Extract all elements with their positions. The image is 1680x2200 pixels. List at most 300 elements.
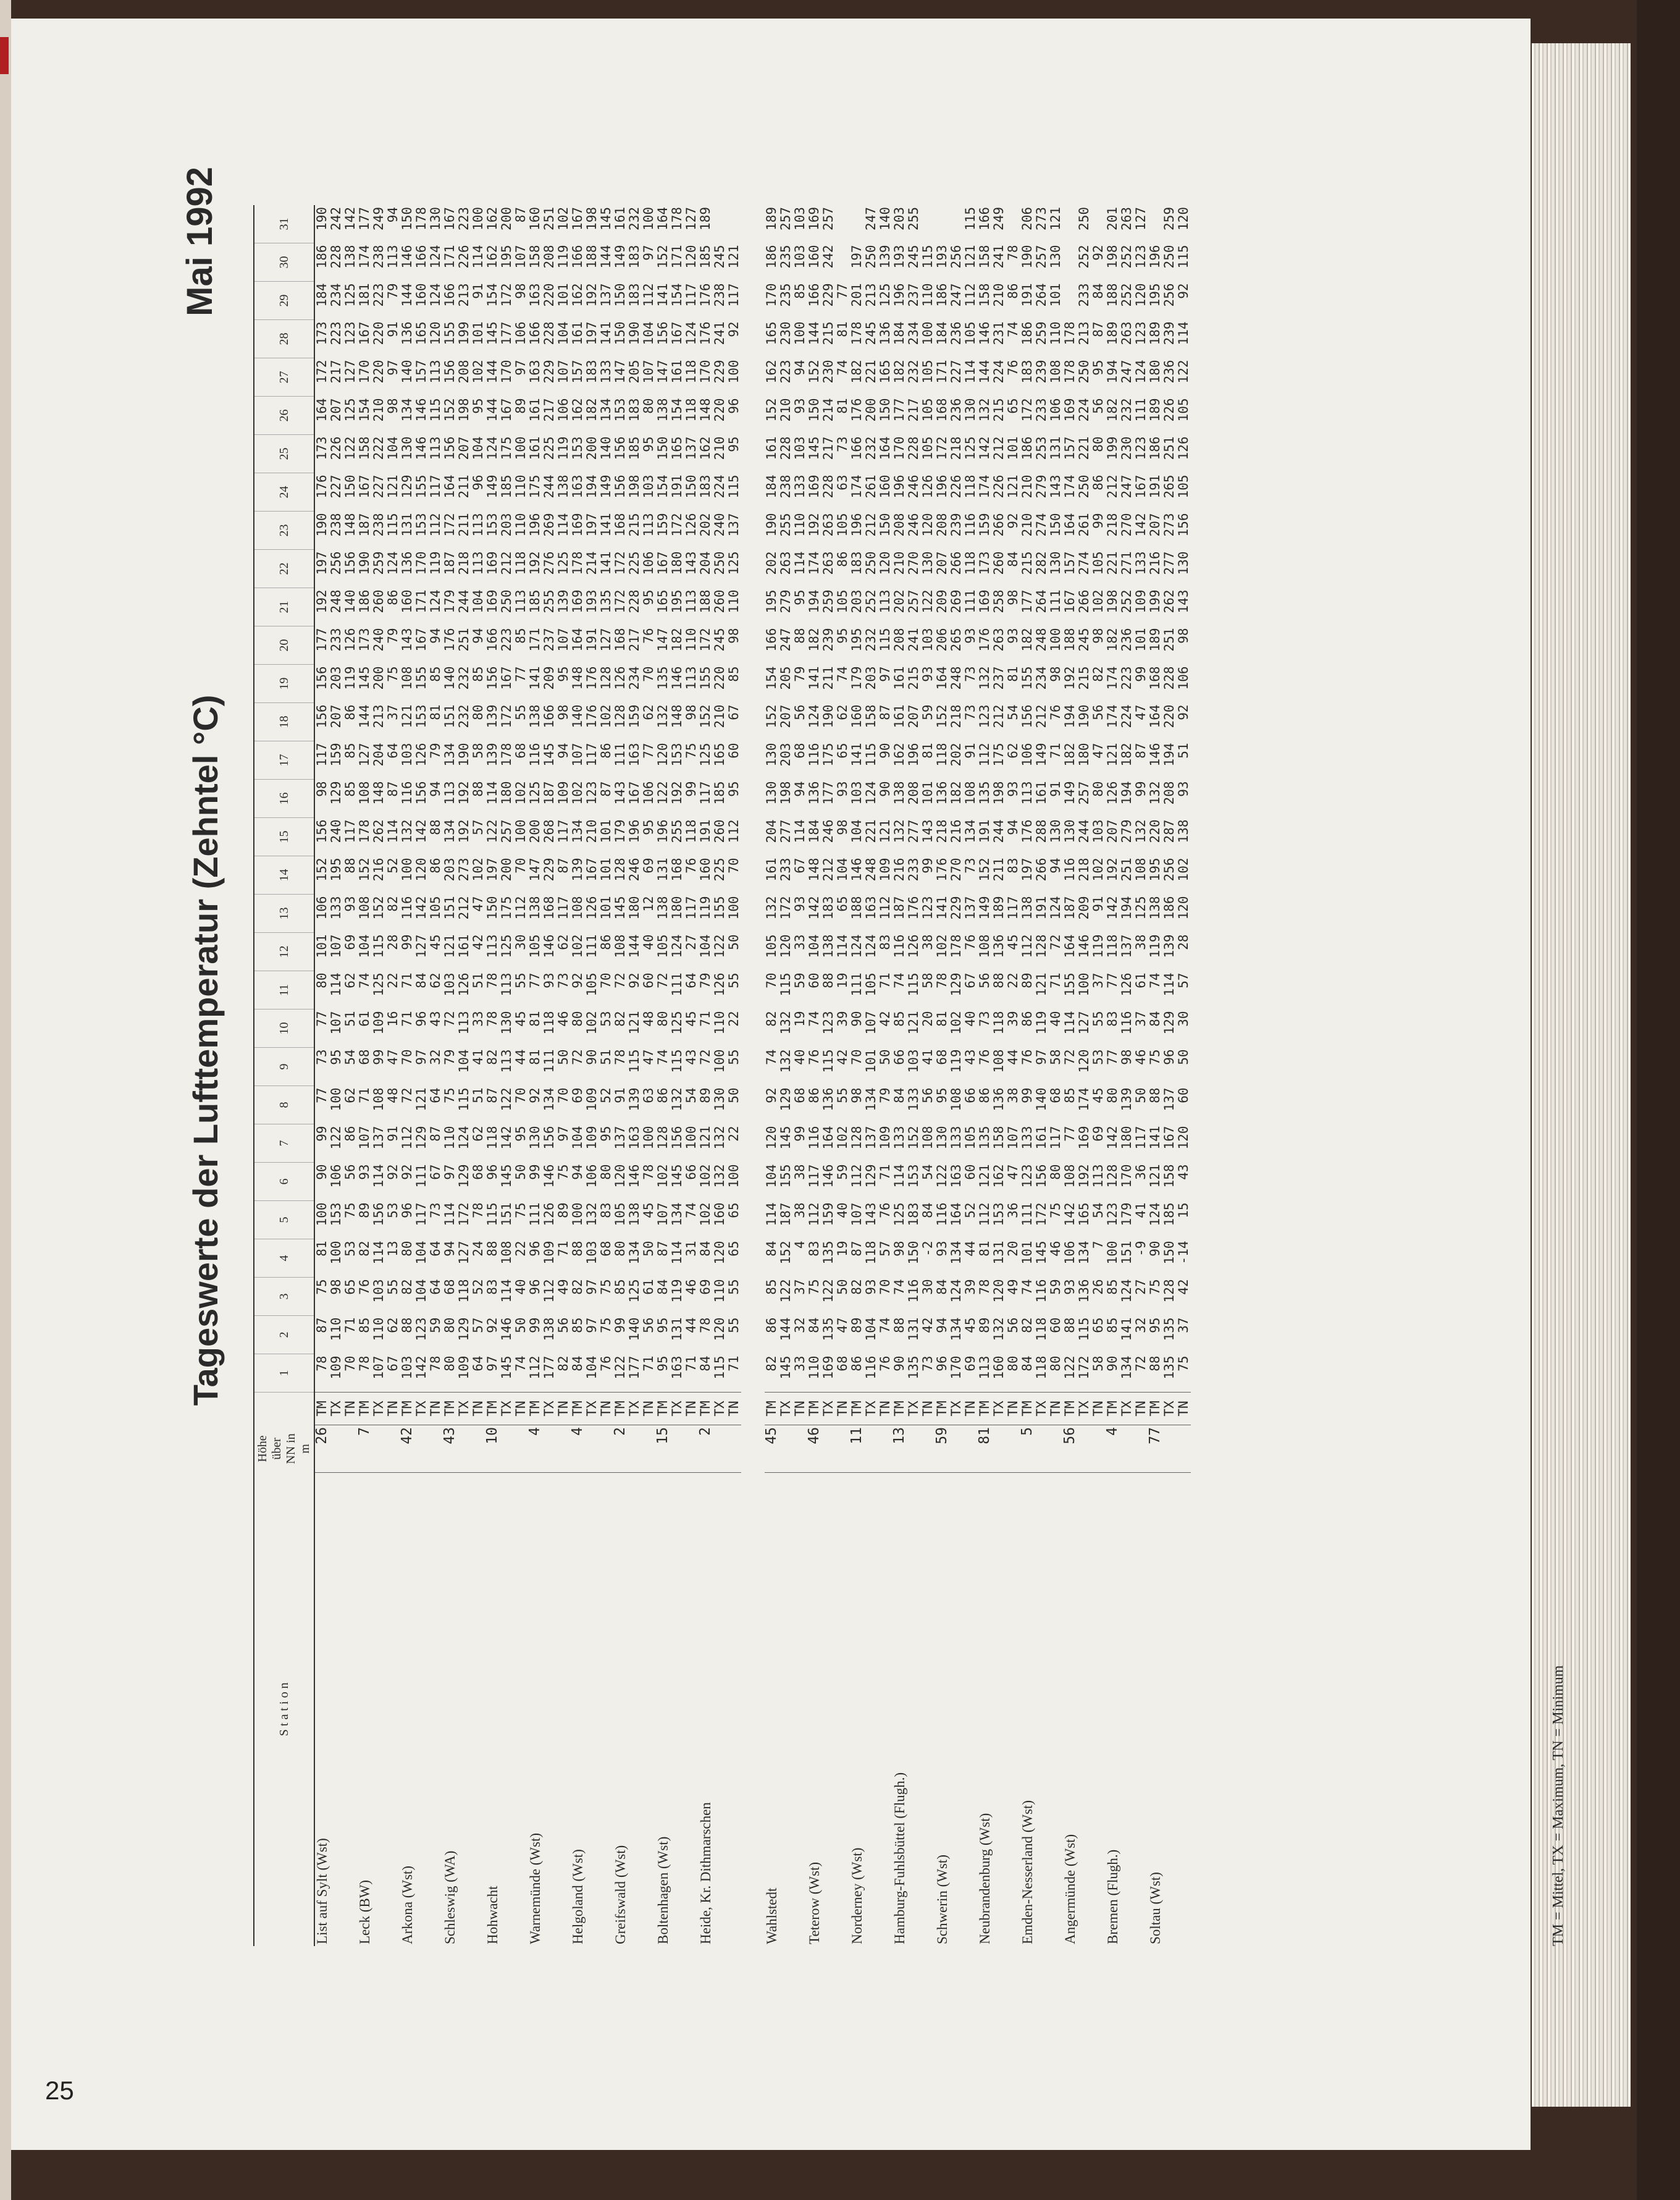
temperature-value: 104 (556, 321, 571, 345)
temperature-value: 163 (627, 743, 642, 767)
temperature-value: 100 (1105, 1241, 1120, 1265)
temperature-value: 120 (778, 934, 793, 958)
temperature-value: 61 (357, 1011, 372, 1027)
temperature-value: 69 (698, 1279, 713, 1295)
temperature-value: 89 (698, 1087, 713, 1103)
temperature-value: 134 (1119, 1355, 1134, 1380)
temperature-value: 85 (726, 666, 741, 682)
temperature-value: 220 (542, 283, 556, 307)
value-type: TN (793, 1393, 807, 1425)
temperature-value: 77 (513, 666, 528, 682)
temperature-value: 120 (1176, 207, 1191, 230)
temperature-value: 103 (792, 245, 807, 269)
temperature-value: 168 (613, 513, 628, 537)
temperature-value: 98 (892, 1241, 907, 1257)
temperature-value: 246 (906, 513, 921, 537)
temperature-value: 114 (371, 1241, 386, 1265)
temperature-value: 105 (835, 513, 850, 537)
temperature-value: 132 (892, 819, 907, 843)
temperature-value: 234 (1034, 666, 1049, 690)
temperature-value: 264 (1034, 283, 1049, 307)
temperature-value: 71 (878, 1164, 892, 1180)
temperature-value: 107 (863, 1011, 878, 1035)
temperature-value: 104 (414, 1241, 429, 1265)
temperature-value: 164 (878, 436, 892, 460)
temperature-value: 93 (357, 1164, 372, 1180)
table-row (429, 205, 443, 1946)
temperature-value: 182 (1119, 743, 1134, 767)
temperature-value: 93 (1006, 781, 1020, 797)
temperature-value: 124 (428, 245, 443, 269)
temperature-value: 158 (1162, 1164, 1177, 1188)
temperature-value: 102 (570, 934, 585, 958)
temperature-value: 135 (821, 1241, 836, 1265)
temperature-value: 192 (527, 551, 542, 575)
temperature-value: 89 (977, 1317, 992, 1333)
value-type: TN (1177, 1393, 1191, 1425)
temperature-value: 94 (792, 360, 807, 376)
temperature-value (836, 205, 850, 243)
temperature-value: 139 (1119, 1087, 1134, 1111)
temperature-value: 147 (527, 858, 542, 882)
temperature-value: 38 (920, 934, 935, 950)
temperature-value: 132 (778, 1011, 793, 1035)
temperature-value: 211 (456, 474, 471, 499)
book-spine-left (0, 0, 11, 2200)
temperature-value: 154 (764, 666, 779, 690)
temperature-value: 249 (991, 207, 1006, 230)
temperature-value: 172 (456, 1202, 471, 1226)
temperature-value: 145 (357, 666, 372, 690)
temperature-value: 128 (613, 704, 628, 728)
temperature-value: 36 (1006, 1202, 1020, 1218)
book-cover-edge (1637, 0, 1680, 2200)
temperature-value: 152 (655, 245, 670, 269)
temperature-value: 183 (906, 1202, 921, 1226)
temperature-value: 109 (456, 1355, 471, 1380)
temperature-value: 50 (1133, 1087, 1148, 1103)
value-type: TX (414, 1393, 429, 1425)
temperature-value: 154 (655, 474, 670, 499)
table-row (978, 205, 992, 1946)
temperature-value: 82 (556, 1355, 571, 1372)
temperature-value: 92 (570, 972, 585, 988)
station-name (779, 1473, 793, 1947)
temperature-value: 152 (442, 398, 457, 422)
temperature-value: 97 (485, 1355, 500, 1372)
temperature-value: 75 (1048, 1202, 1063, 1218)
temperature-value: 245 (906, 245, 921, 269)
temperature-value: 122 (343, 436, 358, 460)
temperature-value: 69 (963, 1355, 978, 1372)
station-name (821, 1473, 836, 1947)
temperature-value: 87 (849, 1241, 864, 1257)
temperature-value: 175 (527, 474, 542, 499)
temperature-value: 85 (570, 1317, 585, 1333)
value-type: TM (765, 1393, 779, 1425)
temperature-value: 81 (428, 704, 443, 720)
value-type: TM (1020, 1393, 1035, 1425)
temperature-value: 62 (556, 934, 571, 950)
temperature-value: 166 (485, 628, 500, 652)
temperature-value: 123 (977, 704, 992, 728)
height-header: Höhe über NN in m (254, 1425, 314, 1473)
temperature-value: 195 (329, 858, 343, 882)
temperature-value: 112 (527, 1355, 542, 1380)
station-height: 77 (1148, 1425, 1162, 1473)
temperature-value: 218 (456, 551, 471, 575)
temperature-value: 220 (371, 360, 386, 384)
station-height (1077, 1425, 1091, 1473)
temperature-value: 216 (1148, 551, 1162, 575)
temperature-value: 75 (807, 1279, 821, 1295)
temperature-value: 145 (485, 321, 500, 345)
temperature-value: 102 (949, 1011, 964, 1035)
temperature-value: 83 (485, 1279, 500, 1295)
temperature-value: 4 (792, 1241, 807, 1249)
station-name (836, 1473, 850, 1947)
temperature-value: 148 (698, 398, 713, 422)
day-header: 21 (254, 588, 314, 626)
temperature-value: 33 (471, 1011, 485, 1027)
temperature-value: 188 (1105, 283, 1120, 307)
day-header: 14 (254, 856, 314, 895)
temperature-value: 178 (414, 207, 429, 230)
temperature-value: 122 (821, 1279, 836, 1303)
temperature-value: 37 (385, 704, 400, 720)
temperature-value: 155 (1062, 972, 1077, 997)
station-height: 4 (528, 1425, 542, 1473)
temperature-value: 68 (792, 1087, 807, 1103)
temperature-value: 207 (1105, 819, 1120, 843)
temperature-value: 114 (963, 360, 978, 384)
value-type: TX (949, 1393, 964, 1425)
temperature-value: 99 (527, 1317, 542, 1333)
temperature-value: 19 (835, 1241, 850, 1257)
temperature-value: 155 (414, 666, 429, 690)
temperature-value: 144 (977, 360, 992, 384)
temperature-value: 95 (726, 781, 741, 797)
table-row (471, 205, 485, 1946)
temperature-value: 122 (1176, 360, 1191, 384)
temperature-value: 174 (807, 551, 821, 575)
temperature-value: 160 (712, 1202, 727, 1226)
temperature-value: 124 (849, 934, 864, 958)
temperature-value: 84 (698, 1241, 713, 1257)
temperature-value: 112 (400, 1126, 414, 1150)
temperature-value: 108 (963, 781, 978, 805)
temperature-value: 164 (1062, 513, 1077, 537)
temperature-value: 171 (934, 360, 949, 384)
temperature-value: 152 (698, 704, 713, 728)
temperature-value: 233 (778, 858, 793, 882)
temperature-value: 72 (1133, 1355, 1148, 1372)
temperature-value: 105 (920, 436, 935, 460)
station-name (1077, 1473, 1091, 1947)
temperature-value: 166 (977, 207, 992, 230)
temperature-value: 60 (963, 1164, 978, 1180)
table-row (514, 205, 528, 1946)
temperature-value: 171 (670, 245, 684, 269)
temperature-value: 87 (655, 1241, 670, 1257)
value-type: TN (1049, 1393, 1063, 1425)
temperature-value: 121 (977, 1164, 992, 1188)
temperature-value: 161 (764, 858, 779, 882)
temperature-value: 158 (863, 704, 878, 728)
station-name (684, 1473, 699, 1947)
temperature-value: 94 (556, 743, 571, 759)
station-height (1177, 1425, 1191, 1473)
temperature-value: 116 (400, 896, 414, 920)
temperature-value: 97 (1034, 1049, 1049, 1065)
station-height (713, 1425, 727, 1473)
value-type: TN (556, 1393, 571, 1425)
station-name (585, 1473, 599, 1947)
station-height (500, 1425, 514, 1473)
temperature-value: 152 (807, 360, 821, 384)
temperature-value: 217 (906, 398, 921, 422)
temperature-value: 98 (1006, 589, 1020, 605)
temperature-value: 85 (357, 1317, 372, 1333)
temperature-value: 111 (1020, 1202, 1035, 1226)
station-header: S t a t i o n (254, 1473, 314, 1947)
temperature-value: 130 (428, 207, 443, 230)
temperature-value: 276 (542, 551, 556, 575)
temperature-value: 180 (670, 896, 684, 920)
temperature-value: 95 (1091, 360, 1106, 376)
temperature-value: 187 (542, 781, 556, 805)
temperature-value: 76 (641, 628, 656, 644)
temperature-value: 71 (698, 1011, 713, 1027)
temperature-value: 200 (863, 398, 878, 422)
temperature-value: 133 (329, 896, 343, 920)
temperature-value: 80 (400, 1241, 414, 1257)
temperature-value: 191 (670, 474, 684, 499)
temperature-value: 105 (963, 1126, 978, 1150)
temperature-value: 210 (584, 819, 599, 843)
temperature-value: 193 (584, 589, 599, 613)
temperature-value: 162 (991, 1164, 1006, 1188)
temperature-value: 105 (1091, 551, 1106, 575)
temperature-value: 183 (584, 360, 599, 384)
temperature-value: 179 (849, 666, 864, 690)
temperature-value: 99 (527, 1164, 542, 1180)
temperature-value: 74 (835, 360, 850, 376)
temperature-value: 105 (584, 972, 599, 997)
temperature-value: 105 (764, 934, 779, 958)
temperature-value: 104 (570, 1126, 585, 1150)
temperature-value: 110 (920, 283, 935, 307)
temperature-value: 178 (670, 207, 684, 230)
temperature-value: 147 (655, 628, 670, 652)
temperature-value: 102 (698, 1164, 713, 1188)
table-row (727, 205, 741, 1946)
temperature-value: 66 (892, 1049, 907, 1065)
temperature-value: 86 (428, 858, 443, 874)
temperature-value: 87 (513, 207, 528, 223)
temperature-value: 151 (499, 1202, 514, 1226)
temperature-value: 62 (1006, 743, 1020, 759)
temperature-value: 240 (329, 819, 343, 843)
temperature-value: 108 (1048, 360, 1063, 384)
temperature-value: 105 (655, 934, 670, 958)
temperature-value: 146 (542, 934, 556, 958)
temperature-value: 164 (1062, 934, 1077, 958)
temperature-value: 142 (414, 1355, 429, 1380)
station-height (386, 1425, 400, 1473)
temperature-value: 143 (863, 1202, 878, 1226)
temperature-value: 60 (1176, 1087, 1191, 1103)
temperature-value: 78 (1006, 245, 1020, 261)
temperature-value: 218 (1077, 858, 1091, 882)
temperature-value: 101 (314, 934, 329, 958)
temperature-value: 263 (778, 551, 793, 575)
day-header: 4 (254, 1239, 314, 1278)
temperature-value: 105 (428, 896, 443, 920)
temperature-value: 186 (314, 245, 329, 269)
temperature-value: 125 (527, 781, 542, 805)
temperature-value: 75 (1176, 1355, 1191, 1372)
temperature-value: 84 (1148, 1011, 1162, 1027)
temperature-value: 268 (542, 819, 556, 843)
temperature-value: 169 (570, 589, 585, 613)
temperature-value: 203 (863, 666, 878, 690)
temperature-value: 198 (991, 781, 1006, 805)
temperature-value: 144 (400, 283, 414, 307)
temperature-value: 163 (670, 1355, 684, 1380)
temperature-value: 138 (556, 474, 571, 499)
temperature-value: 172 (613, 551, 628, 575)
temperature-value: 94 (1006, 819, 1020, 835)
temperature-value: 85 (343, 781, 358, 797)
table-row (878, 205, 892, 1946)
temperature-value: 184 (934, 321, 949, 345)
temperature-value: 130 (764, 743, 779, 767)
temperature-value: 202 (764, 551, 779, 575)
temperature-value: 87 (598, 781, 613, 797)
temperature-value: 115 (863, 743, 878, 767)
temperature-value: 123 (1105, 1202, 1120, 1226)
temperature-value: 156 (542, 1126, 556, 1150)
temperature-value: 40 (1048, 1011, 1063, 1027)
temperature-value: 49 (1006, 1279, 1020, 1295)
temperature-value: 109 (542, 1241, 556, 1265)
temperature-value: 265 (1162, 474, 1177, 499)
temperature-value: 97 (414, 1049, 429, 1065)
station-height: 81 (978, 1425, 992, 1473)
table-row (1134, 205, 1148, 1946)
temperature-value: 167 (1062, 589, 1077, 613)
temperature-value: 169 (1062, 398, 1077, 422)
temperature-value: 110 (712, 1279, 727, 1303)
temperature-value: 90 (314, 1164, 329, 1180)
temperature-value: 150 (1162, 1241, 1177, 1265)
temperature-value: 76 (598, 1355, 613, 1372)
temperature-value: 162 (570, 398, 585, 422)
temperature-value: 196 (934, 474, 949, 499)
temperature-value: 50 (726, 934, 741, 950)
temperature-value: 125 (726, 551, 741, 575)
station-name: Helgoland (Wst) (571, 1473, 585, 1947)
temperature-value: 213 (456, 283, 471, 307)
temperature-value: 99 (792, 1126, 807, 1142)
temperature-value: 172 (499, 704, 514, 728)
table-body (314, 205, 1191, 1946)
temperature-value: 144 (357, 704, 372, 728)
temperature-value: 96 (471, 474, 485, 491)
temperature-value: 136 (991, 1087, 1006, 1111)
temperature-value: 250 (1077, 207, 1091, 230)
temperature-value: 177 (314, 628, 329, 652)
temperature-value: 84 (655, 1279, 670, 1295)
station-name (372, 1473, 386, 1947)
temperature-value: 133 (906, 1087, 921, 1111)
temperature-value: 85 (792, 283, 807, 299)
temperature-value: 215 (1020, 551, 1035, 575)
temperature-value: 84 (934, 1279, 949, 1295)
temperature-value: 165 (712, 743, 727, 767)
temperature-value: 220 (371, 321, 386, 345)
temperature-value: 128 (1162, 1279, 1177, 1303)
temperature-value: 84 (698, 1355, 713, 1372)
temperature-value: 132 (1148, 781, 1162, 805)
temperature-value: 37 (1133, 1011, 1148, 1027)
temperature-value: 167 (1133, 474, 1148, 499)
temperature-value: 258 (991, 589, 1006, 613)
temperature-value: 76 (684, 858, 699, 874)
temperature-value: 226 (991, 474, 1006, 499)
temperature-value: 139 (485, 743, 500, 767)
temperature-value: 43 (684, 1049, 699, 1065)
temperature-value: 100 (726, 1164, 741, 1188)
temperature-value: 77 (1105, 972, 1120, 988)
temperature-value: 188 (584, 245, 599, 269)
temperature-value: 111 (1133, 398, 1148, 422)
temperature-value: 52 (471, 1279, 485, 1295)
temperature-value: 156 (1020, 704, 1035, 728)
temperature-value: 167 (655, 551, 670, 575)
temperature-value: 94 (570, 1164, 585, 1180)
temperature-value: 152 (357, 858, 372, 882)
temperature-value: 223 (456, 207, 471, 230)
temperature-value: 71 (556, 1241, 571, 1257)
temperature-value: 165 (1077, 1202, 1091, 1226)
temperature-value: 129 (456, 1317, 471, 1341)
temperature-value: 206 (934, 628, 949, 652)
station-name (429, 1473, 443, 1947)
temperature-value: 186 (1162, 896, 1177, 920)
temperature-value: 144 (485, 398, 500, 422)
temperature-value: 92 (485, 1317, 500, 1333)
day-header: 7 (254, 1124, 314, 1163)
temperature-value: 167 (570, 207, 585, 230)
temperature-value: 155 (442, 321, 457, 345)
temperature-value: 129 (400, 474, 414, 499)
temperature-value: 80 (570, 1011, 585, 1027)
temperature-value: 232 (863, 436, 878, 460)
temperature-value: 108 (499, 1241, 514, 1265)
temperature-value: 102 (1091, 589, 1106, 613)
temperature-value: 101 (598, 858, 613, 882)
temperature-value: 38 (792, 1202, 807, 1218)
day-header: 16 (254, 780, 314, 818)
temperature-value: 212 (1034, 704, 1049, 728)
temperature-value: 135 (906, 1355, 921, 1380)
temperature-value: 129 (414, 1126, 429, 1150)
temperature-value: 77 (1062, 1126, 1077, 1142)
temperature-value: 149 (598, 474, 613, 499)
temperature-value: 259 (1162, 207, 1177, 230)
